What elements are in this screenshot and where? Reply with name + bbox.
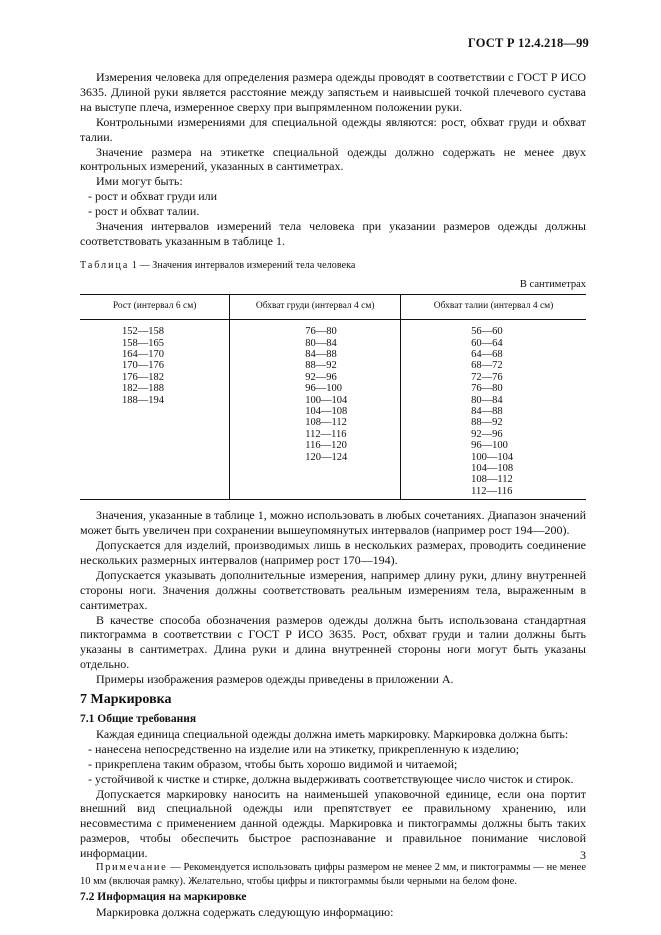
- table-caption: [80, 259, 586, 274]
- chest-value: 96—100: [305, 383, 342, 395]
- chest-value: 108—112: [305, 417, 347, 429]
- height-value: 170—176: [122, 360, 164, 372]
- size-intervals-table: [80, 294, 586, 501]
- paragraph: Допускается для изделий, производимых лишь в нескольких размерах, проводить соединение нескольких размерных интервалов (например рост 170—194).: [80, 538, 586, 567]
- chest-value: 112—116: [305, 428, 347, 440]
- paragraph: Контрольными измерениями для специальной одежды являются: рост, обхват груди и обхват талии.: [80, 114, 586, 144]
- list-item: - прикреплена таким образом, чтобы быть хорошо видимой и читаемой;: [88, 756, 458, 771]
- paragraph: В качестве способа обозначения размеров одежды должна быть использована стандартная пиктограмма в соответствии с ГОСТ Р ИСО 3635. Рост, обхват груди и талии должны быть указаны в сантиметрах. Длина руки и длина внутренней стороны ноги могут быть указаны отдельно.: [80, 612, 586, 672]
- paragraph: Допускается маркировку наносить на наименьшей упаковочной единице, если она портит внешний вид специальной одежды или препятствует ее правильному хранению, или несовместима с применением данной одежды. Маркировка и пиктограммы должны быть таких размеров, чтобы обеспечить быстрое распознавание и правильное понимание числовой информации.: [80, 786, 586, 861]
- waist-column: [401, 320, 586, 500]
- waist-value: 88—92: [471, 417, 503, 429]
- chest-value: 92—96: [305, 371, 337, 383]
- list-item: - устойчивой к чистке и стирке, должна выдерживать соответствующее число чисток и стирок.: [88, 771, 574, 786]
- list-item: - нанесена непосредственно на изделие или на этикетку, прикрепленную к изделию;: [88, 741, 520, 756]
- paragraph: Каждая единица специальной одежды должна иметь маркировку. Маркировка должна быть:: [96, 726, 569, 741]
- height-value: 182—188: [122, 383, 164, 395]
- height-value: 176—182: [122, 371, 164, 383]
- chest-value: 84—88: [305, 348, 337, 360]
- paragraph: Значения интервалов измерений тела человека при указании размеров одежды должны соответствовать указанным в таблице 1.: [80, 219, 586, 248]
- page-number: 3: [580, 848, 586, 862]
- paragraph: Примеры изображения размеров одежды приведены в приложении А.: [96, 672, 454, 687]
- paragraph: Измерения человека для определения размера одежды проводят в соответствии с ГОСТ Р ИСО 3635. Длиной руки является расстояние между запястьем и наивысшей точкой плечевого сустава на выступе плеча, измеренное сверху при выпрямленном положении руки.: [80, 70, 586, 114]
- chest-value: 104—108: [305, 405, 348, 417]
- waist-value: 76—80: [471, 383, 503, 395]
- chest-value: 88—92: [305, 360, 337, 372]
- table-caption-text: 1 — Значения интервалов измерений тела человека: [131, 259, 356, 271]
- note: [80, 861, 586, 888]
- table-caption-prefix: Таблица: [80, 259, 130, 271]
- chest-value: 80—84: [305, 337, 337, 349]
- chest-value: 100—104: [305, 394, 348, 406]
- column-header-height: Рост (интервал 6 см): [80, 294, 230, 319]
- table-units: В сантиметрах: [519, 278, 586, 290]
- section-heading: 7 Маркировка: [80, 692, 172, 708]
- waist-value: 64—68: [471, 348, 503, 360]
- height-value: 158—165: [122, 337, 164, 349]
- chest-value: 120—124: [305, 451, 348, 463]
- paragraph: Ими могут быть:: [96, 174, 183, 189]
- waist-value: 104—108: [471, 462, 514, 474]
- height-value: 164—170: [122, 348, 164, 360]
- paragraph: Значение размера на этикетке специальной одежды должно содержать не менее двух контрольных измерений, указанных в сантиметрах.: [80, 144, 586, 174]
- subsection-heading: 7.1 Общие требования: [80, 712, 197, 725]
- waist-value: 80—84: [471, 394, 503, 406]
- waist-value: 112—116: [471, 485, 513, 497]
- height-column: [80, 320, 230, 500]
- list-item: - рост и обхват талии.: [88, 204, 200, 219]
- waist-value: 100—104: [471, 451, 514, 463]
- waist-value: 108—112: [471, 474, 513, 486]
- note-label: Примечание: [96, 862, 168, 874]
- column-header-chest: Обхват груди (интервал 4 см): [230, 294, 401, 319]
- document-body: [80, 70, 586, 920]
- waist-value: 72—76: [471, 371, 503, 383]
- height-value: 152—158: [122, 326, 164, 338]
- column-header-waist: Обхват талии (интервал 4 см): [401, 294, 586, 319]
- waist-value: 68—72: [471, 360, 503, 372]
- paragraph: Маркировка должна содержать следующую информацию:: [96, 904, 394, 919]
- paragraph: Значения, указанные в таблице 1, можно использовать в любых сочетаниях. Диапазон значений может быть увеличен при сохранении вышеупомянутых интервалов (например рост 194—200).: [80, 508, 586, 538]
- chest-value: 76—80: [305, 326, 337, 338]
- subsection-heading: 7.2 Информация на маркировке: [80, 891, 247, 904]
- waist-value: 96—100: [471, 440, 508, 452]
- waist-value: 56—60: [471, 326, 503, 338]
- waist-value: 92—96: [471, 428, 503, 440]
- height-value: 188—194: [122, 394, 164, 406]
- waist-value: 84—88: [471, 405, 503, 417]
- list-item: - рост и обхват груди или: [88, 189, 218, 204]
- waist-value: 60—64: [471, 337, 503, 349]
- chest-value: 116—120: [305, 440, 347, 452]
- paragraph: Допускается указывать дополнительные измерения, например длину руки, длину внутренней стороны ноги. Значения должны соответствовать реальным измерениям тела, выраженным в сантиметрах.: [80, 567, 586, 612]
- chest-column: [230, 320, 401, 500]
- standard-header: ГОСТ Р 12.4.218—99: [467, 36, 589, 50]
- note-text: — Рекомендуется использовать цифры размером не менее 2 мм, и пиктограммы — не менее 10 мм (включая рамку). Желательно, чтобы цифры и пиктограммы были черными на белом фоне.: [80, 862, 586, 887]
